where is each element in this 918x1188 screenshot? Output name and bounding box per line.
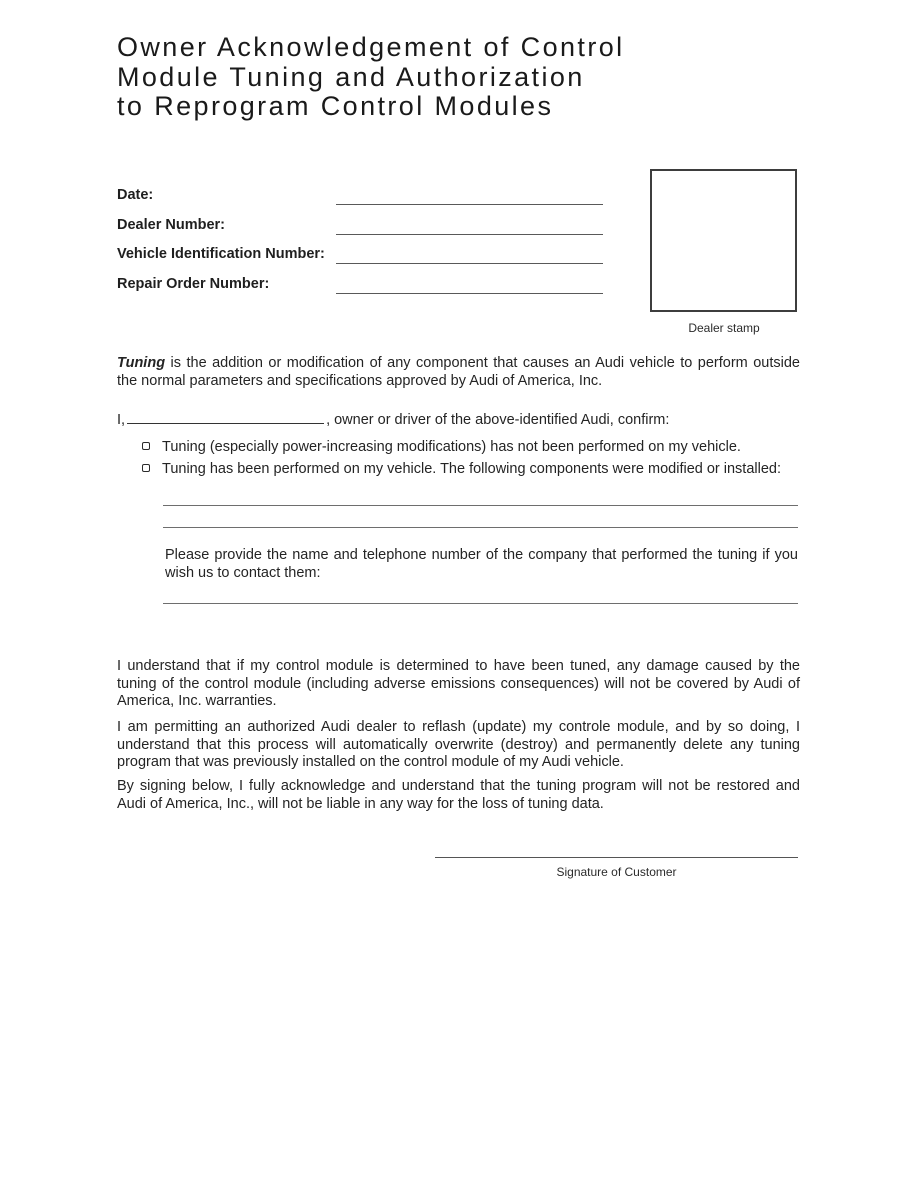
customer-signature-line[interactable] xyxy=(435,857,798,858)
confirmation-suffix: , owner or driver of the above-identified Audi, confirm: xyxy=(326,412,670,428)
dealer-number-input-line[interactable] xyxy=(336,234,603,235)
field-row-vin xyxy=(117,243,657,273)
vin-input-line[interactable] xyxy=(336,263,603,264)
tuning-performed-label: Tuning has been performed on my vehicle. The following components were modified or installed: xyxy=(162,461,782,477)
contact-prompt-paragraph: Please provide the name and telephone number of the company that performed the tuning if you wish us to contact them: xyxy=(165,547,798,581)
no-tuning-label: Tuning (especially power-increasing modifications) has not been performed on my vehicle. xyxy=(162,439,741,455)
option-tuning-performed xyxy=(142,461,781,483)
no-tuning-checkbox[interactable] xyxy=(142,442,150,450)
page-title-line-3: to Reprogram Control Modules xyxy=(117,91,554,121)
repair-order-label: Repair Order Number: xyxy=(117,276,270,293)
field-row-date xyxy=(117,184,657,214)
tuning-performed-checkbox[interactable] xyxy=(142,464,150,472)
tuning-term: Tuning xyxy=(117,355,166,371)
repair-order-input-line[interactable] xyxy=(336,293,603,294)
option-no-tuning xyxy=(142,439,781,461)
field-row-dealer-number xyxy=(117,214,657,244)
owner-name-input-line[interactable] xyxy=(127,412,324,424)
warranty-paragraph: I understand that if my control module is determined to have been tuned, any damage caused by the tuning of the control module (including adverse emissions consequences) will not be covered by Audi of America, Inc. warranties. xyxy=(117,658,800,710)
tuning-definition-text: is the addition or modification of any component that causes an Audi vehicle to perform outside the normal parameters and specifications approved by Audi of America, Inc. xyxy=(117,355,800,389)
tuning-definition-paragraph xyxy=(117,355,800,390)
field-row-repair-order xyxy=(117,273,657,303)
confirmation-prefix: I, xyxy=(117,412,126,428)
dealer-stamp-box xyxy=(650,169,797,312)
components-input-line-2[interactable] xyxy=(163,527,798,528)
dealer-stamp-label: Dealer stamp xyxy=(688,321,760,335)
page-title xyxy=(117,33,625,122)
reflash-permission-paragraph: I am permitting an authorized Audi dealer to reflash (update) my controle module, and by so doing, I understand that this process will automatically overwrite (destroy) and permanently delete any tuning program that was previously installed on the control module of my Audi vehicle. xyxy=(117,719,800,771)
form-fields xyxy=(117,184,657,303)
date-input-line[interactable] xyxy=(336,204,603,205)
tuning-options-list xyxy=(142,439,781,483)
customer-signature-label: Signature of Customer xyxy=(556,865,677,879)
page-title-line-1: Owner Acknowledgement of Control xyxy=(117,32,625,62)
vin-label: Vehicle Identification Number: xyxy=(117,246,325,263)
acknowledgement-paragraph: By signing below, I fully acknowledge and understand that the tuning program will not be restored and Audi of America, Inc., will not be liable in any way for the loss of tuning data. xyxy=(117,778,800,812)
dealer-number-label: Dealer Number: xyxy=(117,216,225,233)
page-title-line-2: Module Tuning and Authorization xyxy=(117,61,585,92)
components-input-line-1[interactable] xyxy=(163,505,798,506)
date-label: Date: xyxy=(117,187,154,203)
contact-input-line[interactable] xyxy=(163,603,798,604)
owner-confirmation-line xyxy=(117,412,857,430)
